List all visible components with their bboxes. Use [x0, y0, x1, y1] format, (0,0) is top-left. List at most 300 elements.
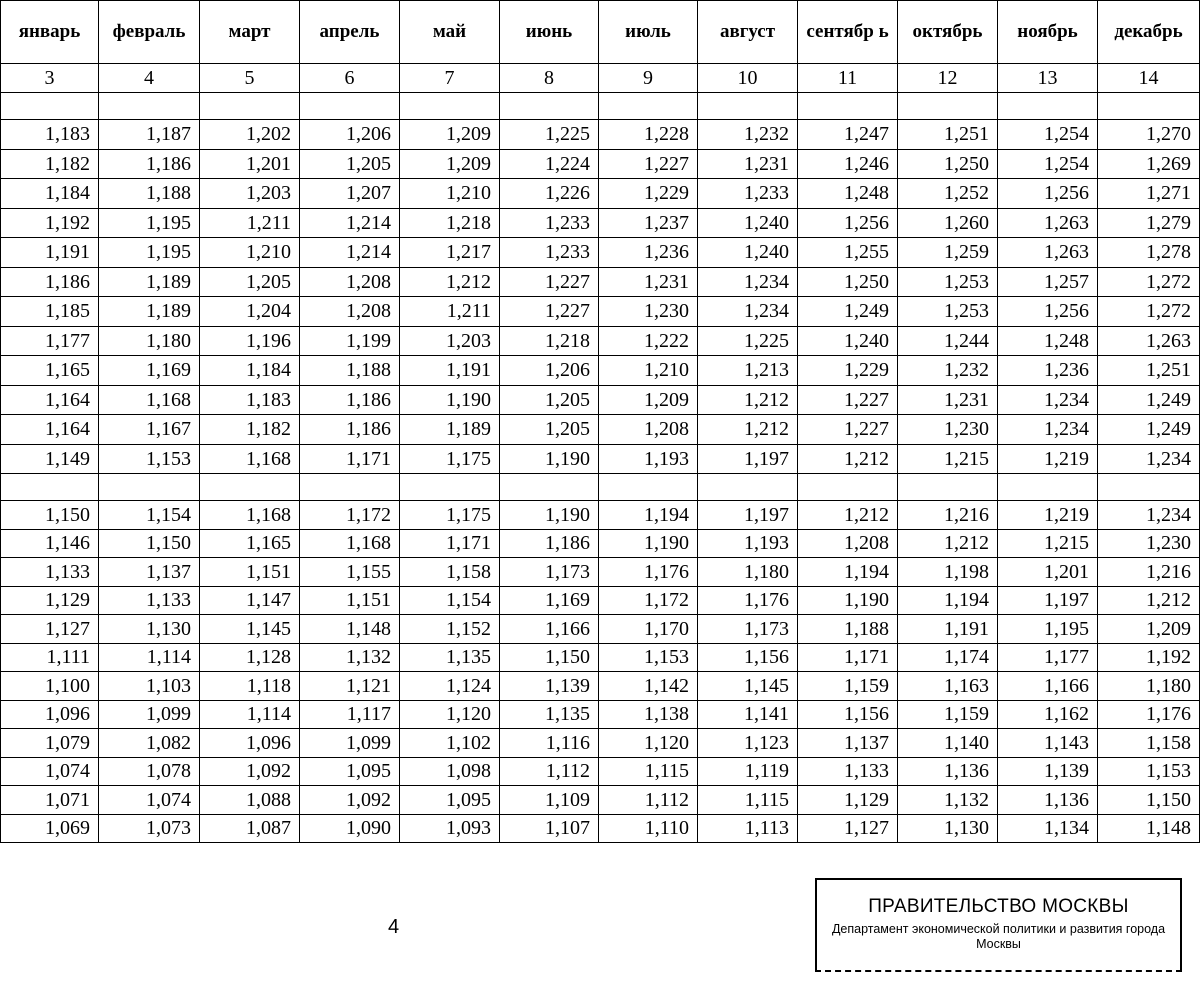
- table-row: [1, 149, 1200, 179]
- value-cell: 1,147: [200, 586, 300, 615]
- value-cell: 1,113: [698, 814, 798, 843]
- empty-cell: [998, 93, 1098, 120]
- value-cell: 1,255: [798, 238, 898, 268]
- month-header-row: [1, 1, 1200, 64]
- column-number: 13: [998, 64, 1098, 93]
- value-cell: 1,088: [200, 786, 300, 815]
- table-row: [1, 120, 1200, 150]
- value-cell: 1,227: [599, 149, 698, 179]
- value-cell: 1,256: [998, 297, 1098, 327]
- value-cell: 1,111: [1, 643, 99, 672]
- value-cell: 1,210: [599, 356, 698, 386]
- month-header: ноябрь: [998, 1, 1098, 64]
- value-cell: 1,150: [1, 501, 99, 530]
- value-cell: 1,231: [599, 267, 698, 297]
- value-cell: 1,231: [898, 385, 998, 415]
- value-cell: 1,093: [400, 814, 500, 843]
- value-cell: 1,195: [99, 208, 200, 238]
- value-cell: 1,215: [998, 529, 1098, 558]
- value-cell: 1,191: [898, 615, 998, 644]
- value-cell: 1,145: [200, 615, 300, 644]
- value-cell: 1,165: [1, 356, 99, 386]
- table-row: [1, 501, 1200, 530]
- value-cell: 1,132: [898, 786, 998, 815]
- value-cell: 1,250: [798, 267, 898, 297]
- value-cell: 1,248: [998, 326, 1098, 356]
- value-cell: 1,211: [200, 208, 300, 238]
- value-cell: 1,234: [998, 415, 1098, 445]
- value-cell: 1,170: [599, 615, 698, 644]
- value-cell: 1,096: [200, 729, 300, 758]
- value-cell: 1,169: [99, 356, 200, 386]
- value-cell: 1,136: [898, 757, 998, 786]
- value-cell: 1,168: [200, 444, 300, 474]
- value-cell: 1,194: [898, 586, 998, 615]
- month-header: май: [400, 1, 500, 64]
- stamp-title: ПРАВИТЕЛЬСТВО МОСКВЫ: [868, 896, 1129, 917]
- value-cell: 1,230: [1098, 529, 1200, 558]
- value-cell: 1,095: [400, 786, 500, 815]
- value-cell: 1,110: [599, 814, 698, 843]
- table-row: [1, 643, 1200, 672]
- month-header: сентябр ь: [798, 1, 898, 64]
- value-cell: 1,208: [798, 529, 898, 558]
- table-row: [1, 356, 1200, 386]
- empty-cell: [99, 93, 200, 120]
- table-row: [1, 615, 1200, 644]
- column-number: 12: [898, 64, 998, 93]
- value-cell: 1,140: [898, 729, 998, 758]
- value-cell: 1,128: [200, 643, 300, 672]
- value-cell: 1,186: [300, 385, 400, 415]
- value-cell: 1,172: [300, 501, 400, 530]
- value-cell: 1,227: [798, 385, 898, 415]
- value-cell: 1,263: [998, 208, 1098, 238]
- value-cell: 1,253: [898, 297, 998, 327]
- value-cell: 1,212: [1098, 586, 1200, 615]
- value-cell: 1,145: [698, 672, 798, 701]
- value-cell: 1,199: [300, 326, 400, 356]
- value-cell: 1,202: [200, 120, 300, 150]
- value-cell: 1,186: [300, 415, 400, 445]
- value-cell: 1,229: [798, 356, 898, 386]
- value-cell: 1,219: [998, 501, 1098, 530]
- value-cell: 1,205: [200, 267, 300, 297]
- value-cell: 1,188: [798, 615, 898, 644]
- value-cell: 1,159: [898, 700, 998, 729]
- value-cell: 1,230: [898, 415, 998, 445]
- value-cell: 1,175: [400, 501, 500, 530]
- empty-cell: [200, 93, 300, 120]
- value-cell: 1,230: [599, 297, 698, 327]
- value-cell: 1,209: [400, 120, 500, 150]
- value-cell: 1,204: [200, 297, 300, 327]
- value-cell: 1,136: [998, 786, 1098, 815]
- value-cell: 1,163: [898, 672, 998, 701]
- value-cell: 1,192: [1, 208, 99, 238]
- value-cell: 1,209: [1098, 615, 1200, 644]
- value-cell: 1,190: [798, 586, 898, 615]
- value-cell: 1,195: [998, 615, 1098, 644]
- value-cell: 1,186: [500, 529, 599, 558]
- value-cell: 1,133: [798, 757, 898, 786]
- value-cell: 1,189: [400, 415, 500, 445]
- value-cell: 1,227: [798, 415, 898, 445]
- empty-cell: [99, 474, 200, 501]
- value-cell: 1,123: [698, 729, 798, 758]
- value-cell: 1,100: [1, 672, 99, 701]
- value-cell: 1,135: [500, 700, 599, 729]
- value-cell: 1,194: [798, 558, 898, 587]
- value-cell: 1,234: [1098, 444, 1200, 474]
- table-row: [1, 297, 1200, 327]
- value-cell: 1,164: [1, 385, 99, 415]
- value-cell: 1,234: [698, 267, 798, 297]
- value-cell: 1,168: [99, 385, 200, 415]
- value-cell: 1,271: [1098, 179, 1200, 209]
- value-cell: 1,109: [500, 786, 599, 815]
- value-cell: 1,176: [698, 586, 798, 615]
- value-cell: 1,248: [798, 179, 898, 209]
- value-cell: 1,208: [599, 415, 698, 445]
- value-cell: 1,184: [200, 356, 300, 386]
- value-cell: 1,249: [798, 297, 898, 327]
- column-number: 9: [599, 64, 698, 93]
- value-cell: 1,246: [798, 149, 898, 179]
- value-cell: 1,074: [1, 757, 99, 786]
- value-cell: 1,180: [1098, 672, 1200, 701]
- value-cell: 1,102: [400, 729, 500, 758]
- value-cell: 1,254: [998, 149, 1098, 179]
- value-cell: 1,153: [1098, 757, 1200, 786]
- value-cell: 1,114: [99, 643, 200, 672]
- table-row: [1, 529, 1200, 558]
- value-cell: 1,173: [500, 558, 599, 587]
- value-cell: 1,087: [200, 814, 300, 843]
- value-cell: 1,146: [1, 529, 99, 558]
- value-cell: 1,232: [898, 356, 998, 386]
- empty-cell: [798, 474, 898, 501]
- table-row: [1, 238, 1200, 268]
- value-cell: 1,208: [300, 297, 400, 327]
- value-cell: 1,135: [400, 643, 500, 672]
- value-cell: 1,212: [898, 529, 998, 558]
- value-cell: 1,193: [599, 444, 698, 474]
- value-cell: 1,158: [400, 558, 500, 587]
- value-cell: 1,212: [798, 444, 898, 474]
- empty-cell: [1098, 93, 1200, 120]
- value-cell: 1,240: [798, 326, 898, 356]
- value-cell: 1,191: [1, 238, 99, 268]
- value-cell: 1,121: [300, 672, 400, 701]
- empty-cell: [200, 474, 300, 501]
- empty-cell: [898, 93, 998, 120]
- value-cell: 1,188: [99, 179, 200, 209]
- value-cell: 1,196: [200, 326, 300, 356]
- empty-cell: [798, 93, 898, 120]
- value-cell: 1,236: [998, 356, 1098, 386]
- value-cell: 1,244: [898, 326, 998, 356]
- table-row: [1, 326, 1200, 356]
- column-number: 11: [798, 64, 898, 93]
- value-cell: 1,150: [500, 643, 599, 672]
- value-cell: 1,107: [500, 814, 599, 843]
- value-cell: 1,118: [200, 672, 300, 701]
- value-cell: 1,197: [698, 444, 798, 474]
- value-cell: 1,129: [1, 586, 99, 615]
- value-cell: 1,112: [500, 757, 599, 786]
- value-cell: 1,189: [99, 297, 200, 327]
- value-cell: 1,133: [99, 586, 200, 615]
- value-cell: 1,206: [500, 356, 599, 386]
- month-header: февраль: [99, 1, 200, 64]
- value-cell: 1,092: [300, 786, 400, 815]
- value-cell: 1,187: [99, 120, 200, 150]
- value-cell: 1,132: [300, 643, 400, 672]
- empty-cell: [698, 93, 798, 120]
- value-cell: 1,168: [300, 529, 400, 558]
- value-cell: 1,138: [599, 700, 698, 729]
- value-cell: 1,218: [500, 326, 599, 356]
- value-cell: 1,253: [898, 267, 998, 297]
- value-cell: 1,156: [698, 643, 798, 672]
- value-cell: 1,254: [998, 120, 1098, 150]
- value-cell: 1,263: [1098, 326, 1200, 356]
- value-cell: 1,177: [998, 643, 1098, 672]
- value-cell: 1,155: [300, 558, 400, 587]
- value-cell: 1,183: [200, 385, 300, 415]
- table-row: [1, 586, 1200, 615]
- month-header: январь: [1, 1, 99, 64]
- empty-cell: [698, 474, 798, 501]
- value-cell: 1,184: [1, 179, 99, 209]
- value-cell: 1,096: [1, 700, 99, 729]
- value-cell: 1,216: [1098, 558, 1200, 587]
- table-row: [1, 558, 1200, 587]
- department-stamp: [815, 878, 1182, 972]
- value-cell: 1,203: [400, 326, 500, 356]
- value-cell: 1,130: [99, 615, 200, 644]
- table-row: [1, 672, 1200, 701]
- column-number: 8: [500, 64, 599, 93]
- value-cell: 1,190: [599, 529, 698, 558]
- empty-cell: [400, 474, 500, 501]
- value-cell: 1,225: [698, 326, 798, 356]
- month-header: декабрь: [1098, 1, 1200, 64]
- value-cell: 1,205: [300, 149, 400, 179]
- value-cell: 1,189: [99, 267, 200, 297]
- value-cell: 1,148: [1098, 814, 1200, 843]
- value-cell: 1,127: [798, 814, 898, 843]
- table-row: [1, 814, 1200, 843]
- value-cell: 1,272: [1098, 297, 1200, 327]
- value-cell: 1,222: [599, 326, 698, 356]
- section-gap-row: [1, 93, 1200, 120]
- value-cell: 1,177: [1, 326, 99, 356]
- value-cell: 1,195: [99, 238, 200, 268]
- value-cell: 1,151: [300, 586, 400, 615]
- value-cell: 1,153: [599, 643, 698, 672]
- value-cell: 1,165: [200, 529, 300, 558]
- month-header: апрель: [300, 1, 400, 64]
- value-cell: 1,212: [698, 415, 798, 445]
- table-row: [1, 444, 1200, 474]
- value-cell: 1,119: [698, 757, 798, 786]
- value-cell: 1,192: [1098, 643, 1200, 672]
- table-row: [1, 700, 1200, 729]
- value-cell: 1,185: [1, 297, 99, 327]
- column-number: 7: [400, 64, 500, 93]
- value-cell: 1,269: [1098, 149, 1200, 179]
- value-cell: 1,256: [998, 179, 1098, 209]
- value-cell: 1,215: [898, 444, 998, 474]
- value-cell: 1,175: [400, 444, 500, 474]
- empty-cell: [300, 93, 400, 120]
- value-cell: 1,212: [798, 501, 898, 530]
- value-cell: 1,082: [99, 729, 200, 758]
- value-cell: 1,078: [99, 757, 200, 786]
- value-cell: 1,203: [200, 179, 300, 209]
- column-number: 3: [1, 64, 99, 93]
- value-cell: 1,278: [1098, 238, 1200, 268]
- value-cell: 1,249: [1098, 415, 1200, 445]
- value-cell: 1,092: [200, 757, 300, 786]
- value-cell: 1,112: [599, 786, 698, 815]
- value-cell: 1,259: [898, 238, 998, 268]
- value-cell: 1,120: [400, 700, 500, 729]
- value-cell: 1,143: [998, 729, 1098, 758]
- column-number-row: [1, 64, 1200, 93]
- value-cell: 1,190: [400, 385, 500, 415]
- value-cell: 1,186: [1, 267, 99, 297]
- value-cell: 1,272: [1098, 267, 1200, 297]
- value-cell: 1,231: [698, 149, 798, 179]
- value-cell: 1,079: [1, 729, 99, 758]
- value-cell: 1,166: [998, 672, 1098, 701]
- value-cell: 1,129: [798, 786, 898, 815]
- value-cell: 1,176: [1098, 700, 1200, 729]
- value-cell: 1,218: [400, 208, 500, 238]
- column-number: 10: [698, 64, 798, 93]
- value-cell: 1,142: [599, 672, 698, 701]
- value-cell: 1,176: [599, 558, 698, 587]
- table-row: [1, 385, 1200, 415]
- value-cell: 1,214: [300, 238, 400, 268]
- value-cell: 1,219: [998, 444, 1098, 474]
- value-cell: 1,237: [599, 208, 698, 238]
- section-gap-row: [1, 474, 1200, 501]
- value-cell: 1,130: [898, 814, 998, 843]
- value-cell: 1,180: [99, 326, 200, 356]
- value-cell: 1,240: [698, 208, 798, 238]
- value-cell: 1,120: [599, 729, 698, 758]
- value-cell: 1,074: [99, 786, 200, 815]
- value-cell: 1,226: [500, 179, 599, 209]
- table-row: [1, 179, 1200, 209]
- value-cell: 1,233: [500, 208, 599, 238]
- value-cell: 1,217: [400, 238, 500, 268]
- value-cell: 1,212: [698, 385, 798, 415]
- empty-cell: [1098, 474, 1200, 501]
- column-number: 5: [200, 64, 300, 93]
- empty-cell: [500, 474, 599, 501]
- value-cell: 1,099: [99, 700, 200, 729]
- month-header: март: [200, 1, 300, 64]
- month-header: июнь: [500, 1, 599, 64]
- value-cell: 1,210: [200, 238, 300, 268]
- empty-cell: [1, 474, 99, 501]
- value-cell: 1,233: [500, 238, 599, 268]
- value-cell: 1,224: [500, 149, 599, 179]
- value-cell: 1,158: [1098, 729, 1200, 758]
- value-cell: 1,116: [500, 729, 599, 758]
- value-cell: 1,208: [300, 267, 400, 297]
- value-cell: 1,211: [400, 297, 500, 327]
- value-cell: 1,214: [300, 208, 400, 238]
- column-number: 4: [99, 64, 200, 93]
- stamp-subtitle: Департамент экономической политики и развития города Москвы: [831, 922, 1166, 951]
- value-cell: 1,227: [500, 267, 599, 297]
- value-cell: 1,234: [1098, 501, 1200, 530]
- value-cell: 1,154: [99, 501, 200, 530]
- value-cell: 1,249: [1098, 385, 1200, 415]
- value-cell: 1,171: [798, 643, 898, 672]
- table-row: [1, 267, 1200, 297]
- value-cell: 1,207: [300, 179, 400, 209]
- value-cell: 1,209: [400, 149, 500, 179]
- value-cell: 1,229: [599, 179, 698, 209]
- value-cell: 1,197: [698, 501, 798, 530]
- value-cell: 1,098: [400, 757, 500, 786]
- value-cell: 1,260: [898, 208, 998, 238]
- value-cell: 1,182: [200, 415, 300, 445]
- value-cell: 1,270: [1098, 120, 1200, 150]
- empty-cell: [500, 93, 599, 120]
- value-cell: 1,256: [798, 208, 898, 238]
- table-row: [1, 729, 1200, 758]
- value-cell: 1,263: [998, 238, 1098, 268]
- month-header: август: [698, 1, 798, 64]
- value-cell: 1,213: [698, 356, 798, 386]
- value-cell: 1,198: [898, 558, 998, 587]
- value-cell: 1,191: [400, 356, 500, 386]
- value-cell: 1,225: [500, 120, 599, 150]
- value-cell: 1,115: [599, 757, 698, 786]
- value-cell: 1,182: [1, 149, 99, 179]
- value-cell: 1,186: [99, 149, 200, 179]
- value-cell: 1,197: [998, 586, 1098, 615]
- value-cell: 1,247: [798, 120, 898, 150]
- value-cell: 1,114: [200, 700, 300, 729]
- column-number: 14: [1098, 64, 1200, 93]
- value-cell: 1,069: [1, 814, 99, 843]
- value-cell: 1,134: [998, 814, 1098, 843]
- page-number: 4: [388, 916, 400, 938]
- value-cell: 1,172: [599, 586, 698, 615]
- value-cell: 1,174: [898, 643, 998, 672]
- empty-cell: [300, 474, 400, 501]
- value-cell: 1,252: [898, 179, 998, 209]
- value-cell: 1,205: [500, 415, 599, 445]
- value-cell: 1,209: [599, 385, 698, 415]
- value-cell: 1,236: [599, 238, 698, 268]
- value-cell: 1,205: [500, 385, 599, 415]
- value-cell: 1,232: [698, 120, 798, 150]
- table-row: [1, 757, 1200, 786]
- value-cell: 1,183: [1, 120, 99, 150]
- value-cell: 1,115: [698, 786, 798, 815]
- value-cell: 1,201: [998, 558, 1098, 587]
